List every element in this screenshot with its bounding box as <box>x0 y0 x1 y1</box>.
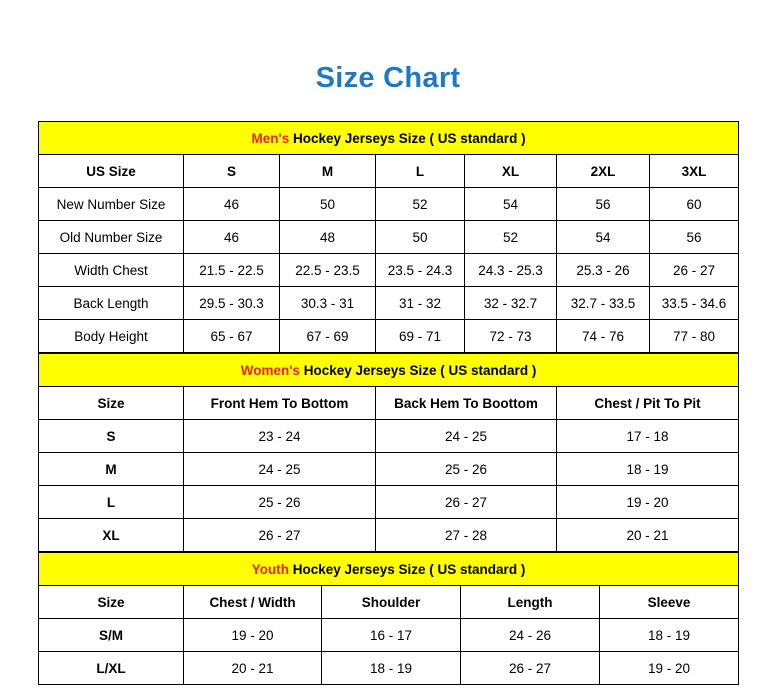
table-row <box>39 619 739 652</box>
womens-col-3: Chest / Pit To Pit <box>557 387 739 420</box>
table-row <box>39 254 739 287</box>
page-title: Size Chart <box>315 62 461 94</box>
womens-section-heading <box>39 354 739 387</box>
table-header-row <box>39 586 739 619</box>
mens-col-2: M <box>280 155 376 188</box>
mens-row-1-val-5: 56 <box>650 221 739 254</box>
table-row <box>39 188 739 221</box>
mens-row-1-val-1: 48 <box>280 221 376 254</box>
mens-row-0-val-5: 60 <box>650 188 739 221</box>
table-row <box>39 320 739 353</box>
mens-row-4-val-3: 72 - 73 <box>465 320 557 353</box>
table-row <box>39 287 739 320</box>
youth-row-0-val-0: 19 - 20 <box>184 619 322 652</box>
youth-col-1: Chest / Width <box>184 586 322 619</box>
table-row <box>39 420 739 453</box>
womens-row-0-val-2: 17 - 18 <box>557 420 739 453</box>
mens-row-3-val-2: 31 - 32 <box>376 287 465 320</box>
table-header-row <box>39 387 739 420</box>
womens-row-1-val-1: 25 - 26 <box>376 453 557 486</box>
table-row <box>39 652 739 685</box>
mens-col-4: XL <box>465 155 557 188</box>
youth-row-0-val-1: 16 - 17 <box>322 619 461 652</box>
mens-row-2-val-5: 26 - 27 <box>650 254 739 287</box>
mens-row-1-val-4: 54 <box>557 221 650 254</box>
mens-row-1-val-3: 52 <box>465 221 557 254</box>
mens-heading-accent: Men's <box>251 130 290 146</box>
youth-heading-rest: Hockey Jerseys Size ( US standard ) <box>288 561 526 577</box>
youth-row-1-val-3: 19 - 20 <box>600 652 739 685</box>
table-row <box>39 221 739 254</box>
mens-row-3-val-0: 29.5 - 30.3 <box>184 287 280 320</box>
womens-row-3-label: XL <box>39 519 184 552</box>
mens-row-4-val-2: 69 - 71 <box>376 320 465 353</box>
youth-row-0-val-3: 18 - 19 <box>600 619 739 652</box>
youth-heading-accent: Youth <box>251 561 289 577</box>
youth-col-3: Length <box>461 586 600 619</box>
youth-row-1-val-0: 20 - 21 <box>184 652 322 685</box>
mens-row-2-val-4: 25.3 - 26 <box>557 254 650 287</box>
youth-size-table <box>38 552 739 685</box>
womens-heading-accent: Women's <box>240 362 300 378</box>
mens-row-3-val-3: 32 - 32.7 <box>465 287 557 320</box>
womens-size-table <box>38 353 739 552</box>
youth-section-heading <box>39 553 739 586</box>
mens-row-3-val-5: 33.5 - 34.6 <box>650 287 739 320</box>
mens-row-3-val-1: 30.3 - 31 <box>280 287 376 320</box>
womens-row-1-val-2: 18 - 19 <box>557 453 739 486</box>
womens-col-1: Front Hem To Bottom <box>184 387 376 420</box>
mens-row-0-val-2: 52 <box>376 188 465 221</box>
mens-row-2-val-0: 21.5 - 22.5 <box>184 254 280 287</box>
section-heading-row <box>39 354 739 387</box>
mens-row-0-label: New Number Size <box>39 188 184 221</box>
womens-row-3-val-2: 20 - 21 <box>557 519 739 552</box>
womens-row-2-val-2: 19 - 20 <box>557 486 739 519</box>
womens-row-3-val-1: 27 - 28 <box>376 519 557 552</box>
youth-col-2: Shoulder <box>322 586 461 619</box>
mens-heading-rest: Hockey Jerseys Size ( US standard ) <box>289 130 526 146</box>
womens-col-0: Size <box>39 387 184 420</box>
womens-col-2: Back Hem To Boottom <box>376 387 557 420</box>
mens-col-5: 2XL <box>557 155 650 188</box>
mens-row-2-val-3: 24.3 - 25.3 <box>465 254 557 287</box>
table-row <box>39 453 739 486</box>
womens-row-1-val-0: 24 - 25 <box>184 453 376 486</box>
youth-row-1-val-2: 26 - 27 <box>461 652 600 685</box>
size-chart-tables <box>38 121 738 685</box>
womens-heading-rest: Hockey Jerseys Size ( US standard ) <box>299 362 537 378</box>
mens-row-4-label: Body Height <box>39 320 184 353</box>
womens-row-2-val-0: 25 - 26 <box>184 486 376 519</box>
section-heading-row <box>39 122 739 155</box>
youth-row-0-val-2: 24 - 26 <box>461 619 600 652</box>
youth-col-0: Size <box>39 586 184 619</box>
womens-row-2-label: L <box>39 486 184 519</box>
mens-row-2-label: Width Chest <box>39 254 184 287</box>
mens-row-0-val-0: 46 <box>184 188 280 221</box>
mens-row-1-label: Old Number Size <box>39 221 184 254</box>
youth-row-1-label: L/XL <box>39 652 184 685</box>
womens-row-0-val-0: 23 - 24 <box>184 420 376 453</box>
mens-col-1: S <box>184 155 280 188</box>
mens-row-0-val-4: 56 <box>557 188 650 221</box>
mens-row-1-val-2: 50 <box>376 221 465 254</box>
womens-row-2-val-1: 26 - 27 <box>376 486 557 519</box>
section-heading-row <box>39 553 739 586</box>
womens-row-1-label: M <box>39 453 184 486</box>
table-header-row <box>39 155 739 188</box>
mens-row-1-val-0: 46 <box>184 221 280 254</box>
table-row <box>39 486 739 519</box>
mens-row-4-val-0: 65 - 67 <box>184 320 280 353</box>
youth-row-0-label: S/M <box>39 619 184 652</box>
mens-col-6: 3XL <box>650 155 739 188</box>
mens-row-2-val-1: 22.5 - 23.5 <box>280 254 376 287</box>
womens-row-0-label: S <box>39 420 184 453</box>
mens-size-table <box>38 121 739 353</box>
mens-row-0-val-1: 50 <box>280 188 376 221</box>
mens-row-4-val-1: 67 - 69 <box>280 320 376 353</box>
mens-row-2-val-2: 23.5 - 24.3 <box>376 254 465 287</box>
mens-col-3: L <box>376 155 465 188</box>
table-row <box>39 519 739 552</box>
womens-row-3-val-0: 26 - 27 <box>184 519 376 552</box>
womens-row-0-val-1: 24 - 25 <box>376 420 557 453</box>
youth-row-1-val-1: 18 - 19 <box>322 652 461 685</box>
mens-row-4-val-4: 74 - 76 <box>557 320 650 353</box>
mens-col-0: US Size <box>39 155 184 188</box>
mens-row-0-val-3: 54 <box>465 188 557 221</box>
mens-row-4-val-5: 77 - 80 <box>650 320 739 353</box>
mens-row-3-label: Back Length <box>39 287 184 320</box>
mens-section-heading <box>39 122 739 155</box>
mens-row-3-val-4: 32.7 - 33.5 <box>557 287 650 320</box>
youth-col-4: Sleeve <box>600 586 739 619</box>
